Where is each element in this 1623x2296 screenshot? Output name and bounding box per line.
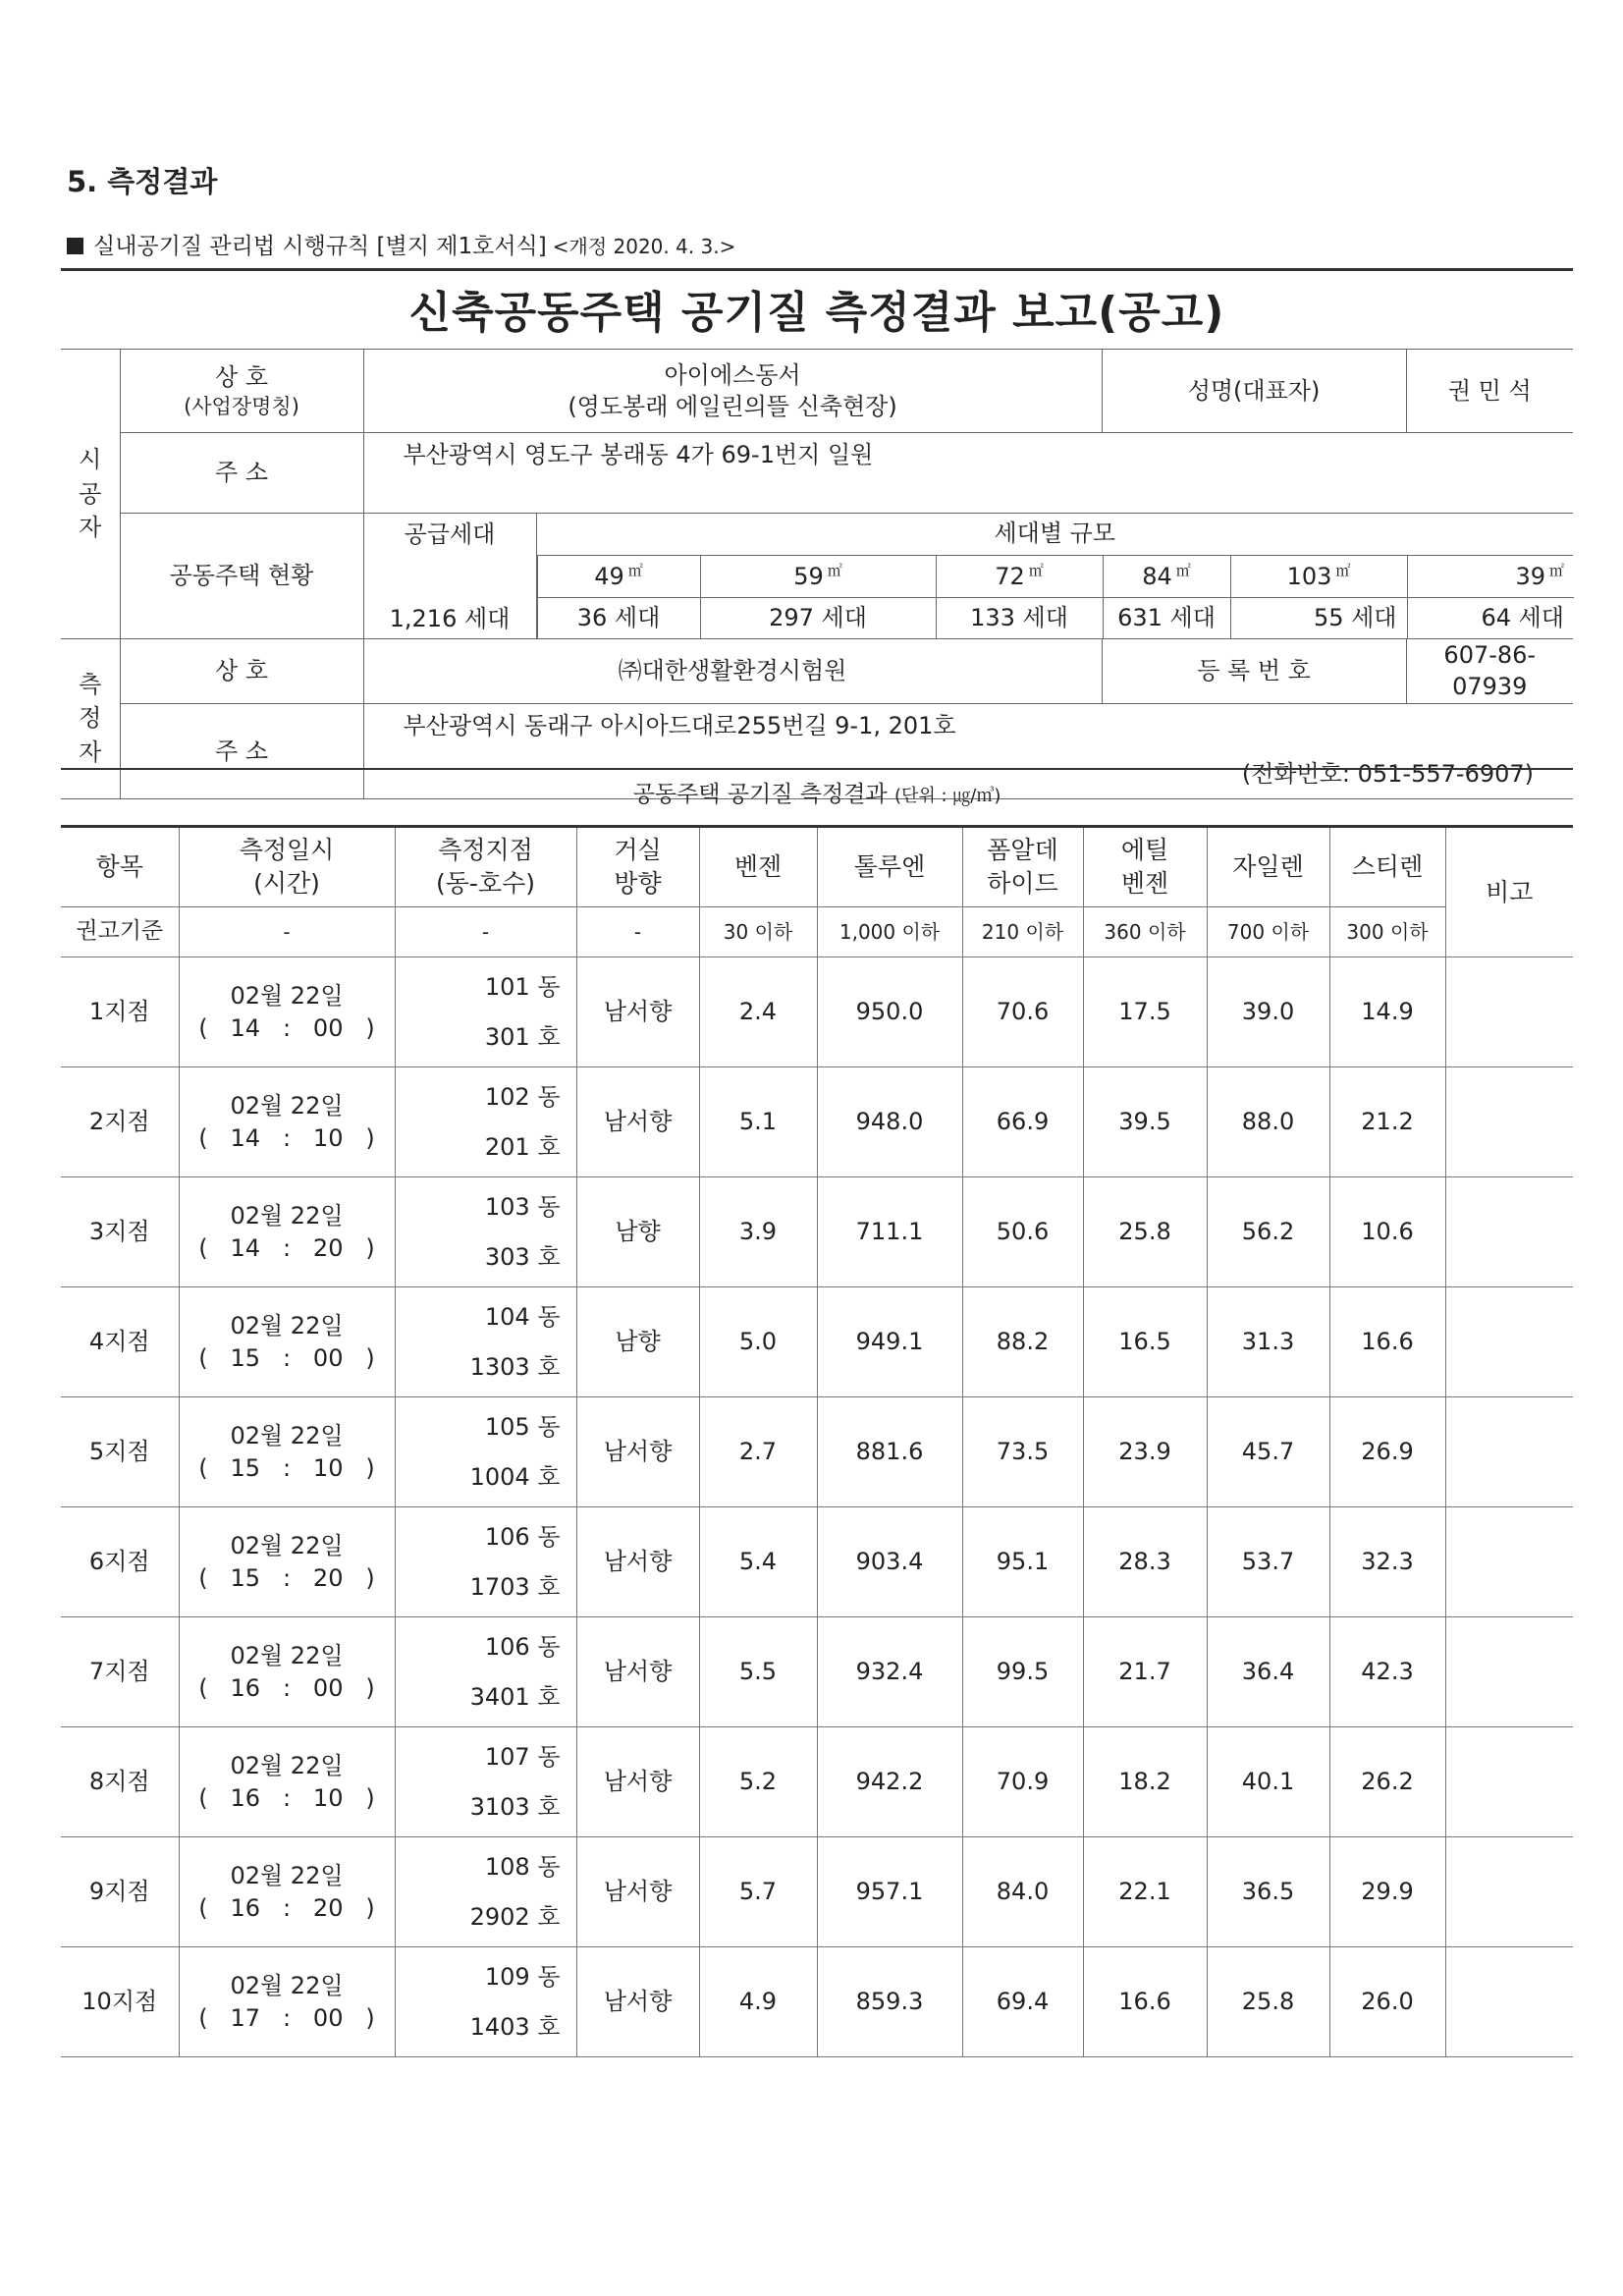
living-room-direction: 남서향 [576, 1727, 699, 1837]
ethylbenzene-value: 17.5 [1083, 957, 1207, 1067]
point-name: 3지점 [61, 1177, 179, 1287]
builder-name: 아이에스동서 (영도봉래 에일린의뜰 신축현장) [363, 350, 1102, 433]
measure-datetime [179, 1397, 395, 1507]
size-households: 631 세대 [1103, 597, 1230, 638]
building-no: 106 동 [484, 1523, 561, 1552]
toluene-value: 903.4 [817, 1507, 962, 1617]
measure-datetime [179, 1067, 395, 1177]
measure-date: 02월 22일 [230, 1532, 344, 1560]
table-row [61, 1947, 1573, 2057]
unit-no: 301 호 [484, 1022, 561, 1051]
header-datetime: 측정일시 (시간) [179, 827, 395, 907]
header-ethylbenzene: 에틸 벤젠 [1083, 827, 1207, 907]
toluene-value: 932.4 [817, 1617, 962, 1727]
standard-styrene: 300 이하 [1329, 907, 1445, 957]
measure-date: 02월 22일 [230, 1642, 344, 1670]
toluene-value: 711.1 [817, 1177, 962, 1287]
remark-value [1445, 1947, 1573, 2057]
formaldehyde-value: 70.9 [962, 1727, 1083, 1837]
unit-no: 1004 호 [469, 1462, 561, 1491]
housing-status-label: 공동주택 현황 [120, 514, 363, 639]
unit-no: 3401 호 [469, 1682, 561, 1711]
measure-location [395, 957, 576, 1067]
remark-value [1445, 1617, 1573, 1727]
standard-benzene: 30 이하 [699, 907, 817, 957]
standard-formaldehyde: 210 이하 [962, 907, 1083, 957]
styrene-value: 10.6 [1329, 1177, 1445, 1287]
xylene-value: 36.4 [1207, 1617, 1329, 1727]
size-area: 39 ㎡ [1407, 556, 1574, 597]
table-row [61, 957, 1573, 1067]
size-area: 72 ㎡ [936, 556, 1103, 597]
remark-value [1445, 957, 1573, 1067]
measurer-name-label: 상 호 [120, 639, 363, 704]
document-title: 신축공동주택 공기질 측정결과 보고(공고) [408, 288, 1225, 338]
size-area: 59 ㎡ [700, 556, 936, 597]
toluene-value: 949.1 [817, 1287, 962, 1397]
measure-time: ( 15 : 00 ) [198, 1343, 375, 1372]
building-no: 108 동 [484, 1853, 561, 1882]
xylene-value: 53.7 [1207, 1507, 1329, 1617]
building-no: 101 동 [484, 973, 561, 1002]
measure-date: 02월 22일 [230, 1202, 344, 1230]
point-name: 8지점 [61, 1727, 179, 1837]
formaldehyde-value: 69.4 [962, 1947, 1083, 2057]
building-no: 104 동 [484, 1303, 561, 1332]
measure-date: 02월 22일 [230, 1972, 344, 2000]
builder-name-label: 상 호 (사업장명칭) [120, 350, 363, 433]
info-table [61, 349, 1573, 799]
table-row [61, 1067, 1573, 1177]
ethylbenzene-value: 23.9 [1083, 1397, 1207, 1507]
size-area: 84 ㎡ [1103, 556, 1230, 597]
unit-no: 1703 호 [469, 1572, 561, 1601]
xylene-value: 36.5 [1207, 1837, 1329, 1947]
measure-time: ( 15 : 10 ) [198, 1453, 375, 1482]
measure-datetime [179, 1287, 395, 1397]
ethylbenzene-value: 16.6 [1083, 1947, 1207, 2057]
divider [61, 268, 1573, 271]
unit-no: 3103 호 [469, 1792, 561, 1821]
measure-location [395, 1837, 576, 1947]
header-formaldehyde: 폼알데 하이드 [962, 827, 1083, 907]
unit-no: 1303 호 [469, 1352, 561, 1381]
benzene-value: 2.7 [699, 1397, 817, 1507]
measure-time: ( 14 : 10 ) [198, 1123, 375, 1152]
unit-no: 1403 호 [469, 2012, 561, 2041]
formaldehyde-value: 99.5 [962, 1617, 1083, 1727]
header-location: 측정지점 (동-호수) [395, 827, 576, 907]
point-name: 7지점 [61, 1617, 179, 1727]
measure-date: 02월 22일 [230, 1752, 344, 1780]
header-remarks: 비고 [1445, 827, 1573, 957]
living-room-direction: 남서향 [576, 1067, 699, 1177]
builder-address-label: 주 소 [120, 433, 363, 514]
toluene-value: 948.0 [817, 1067, 962, 1177]
styrene-value: 42.3 [1329, 1617, 1445, 1727]
living-room-direction: 남서향 [576, 1507, 699, 1617]
form-reference [67, 228, 735, 260]
building-no: 102 동 [484, 1083, 561, 1112]
section-title: 5. 측정결과 [67, 165, 218, 198]
standard-location: - [395, 907, 576, 957]
remark-value [1445, 1507, 1573, 1617]
registration-number: 607-86-07939 [1406, 639, 1573, 704]
ethylbenzene-value: 39.5 [1083, 1067, 1207, 1177]
measure-date: 02월 22일 [230, 1092, 344, 1121]
table-row [61, 1617, 1573, 1727]
results-caption: 공동주택 공기질 측정결과 (단위 : ㎍/㎥) [632, 782, 1001, 807]
toluene-value: 881.6 [817, 1397, 962, 1507]
form-revision: <개정 2020. 4. 3.> [552, 235, 736, 258]
measure-datetime [179, 1947, 395, 2057]
square-bullet-icon [67, 238, 83, 254]
size-households: 36 세대 [537, 597, 700, 638]
representative-name: 권 민 석 [1406, 350, 1573, 433]
building-no: 105 동 [484, 1413, 561, 1442]
remark-value [1445, 1727, 1573, 1837]
xylene-value: 88.0 [1207, 1067, 1329, 1177]
builder-address: 부산광역시 영도구 봉래동 4가 69-1번지 일원 [363, 433, 1573, 514]
remark-value [1445, 1397, 1573, 1507]
ethylbenzene-value: 22.1 [1083, 1837, 1207, 1947]
measurer-phone: (전화번호: 051-557-6907) [1241, 760, 1535, 789]
xylene-value: 56.2 [1207, 1177, 1329, 1287]
measure-time: ( 16 : 00 ) [198, 1673, 375, 1702]
header-item: 항목 [61, 827, 179, 907]
standard-xylene: 700 이하 [1207, 907, 1329, 957]
toluene-value: 950.0 [817, 957, 962, 1067]
measure-location [395, 1727, 576, 1837]
styrene-value: 32.3 [1329, 1507, 1445, 1617]
point-name: 6지점 [61, 1507, 179, 1617]
header-direction: 거실 방향 [576, 827, 699, 907]
standard-toluene: 1,000 이하 [817, 907, 962, 957]
results-table [61, 825, 1573, 2057]
benzene-value: 3.9 [699, 1177, 817, 1287]
results-header-row [61, 827, 1573, 907]
measurer-address-label: 주 소 [120, 703, 363, 798]
styrene-value: 26.2 [1329, 1727, 1445, 1837]
table-row [61, 1177, 1573, 1287]
measure-time: ( 17 : 00 ) [198, 2003, 375, 2032]
size-households: 55 세대 [1230, 597, 1407, 638]
measure-location [395, 1507, 576, 1617]
living-room-direction: 남향 [576, 1287, 699, 1397]
unit-no: 201 호 [484, 1132, 561, 1161]
benzene-value: 5.1 [699, 1067, 817, 1177]
measure-datetime [179, 1727, 395, 1837]
remark-value [1445, 1067, 1573, 1177]
styrene-value: 16.6 [1329, 1287, 1445, 1397]
unit-no: 303 호 [484, 1242, 561, 1271]
header-benzene: 벤젠 [699, 827, 817, 907]
measure-datetime [179, 1507, 395, 1617]
xylene-value: 25.8 [1207, 1947, 1329, 2057]
form-reference-label: 실내공기질 관리법 시행규칙 [별지 제1호서식] [93, 234, 547, 259]
measurer-side-label: 측 정 자 [61, 639, 120, 799]
styrene-value: 21.2 [1329, 1067, 1445, 1177]
benzene-value: 5.4 [699, 1507, 817, 1617]
toluene-value: 957.1 [817, 1837, 962, 1947]
building-no: 103 동 [484, 1193, 561, 1222]
standard-label: 권고기준 [61, 907, 179, 957]
point-name: 5지점 [61, 1397, 179, 1507]
formaldehyde-value: 88.2 [962, 1287, 1083, 1397]
size-households: 64 세대 [1407, 597, 1574, 638]
table-row [61, 1837, 1573, 1947]
formaldehyde-value: 70.6 [962, 957, 1083, 1067]
header-toluene: 톨루엔 [817, 827, 962, 907]
measure-date: 02월 22일 [230, 982, 344, 1011]
formaldehyde-value: 73.5 [962, 1397, 1083, 1507]
measure-time: ( 15 : 20 ) [198, 1563, 375, 1592]
point-name: 2지점 [61, 1067, 179, 1177]
xylene-value: 40.1 [1207, 1727, 1329, 1837]
measurer-address: 부산광역시 동래구 아시아드대로255번길 9-1, 201호 [403, 711, 956, 739]
building-no: 107 동 [484, 1743, 561, 1772]
living-room-direction: 남서향 [576, 1947, 699, 2057]
living-room-direction: 남서향 [576, 957, 699, 1067]
measure-location [395, 1947, 576, 2057]
measure-location [395, 1287, 576, 1397]
measure-location [395, 1067, 576, 1177]
benzene-value: 5.7 [699, 1837, 817, 1947]
standard-datetime: - [179, 907, 395, 957]
measure-datetime [179, 1177, 395, 1287]
size-area: 49 ㎡ [537, 556, 700, 597]
point-name: 4지점 [61, 1287, 179, 1397]
representative-label: 성명(대표자) [1102, 350, 1406, 433]
measure-time: ( 14 : 20 ) [198, 1233, 375, 1262]
measure-date: 02월 22일 [230, 1312, 344, 1340]
supply-value: 1,216 세대 [363, 556, 536, 639]
remark-value [1445, 1837, 1573, 1947]
builder-side-label: 시 공 자 [61, 350, 120, 639]
remark-value [1445, 1177, 1573, 1287]
size-households: 133 세대 [936, 597, 1103, 638]
ethylbenzene-value: 25.8 [1083, 1177, 1207, 1287]
table-row [61, 1727, 1573, 1837]
ethylbenzene-value: 28.3 [1083, 1507, 1207, 1617]
table-row [61, 1507, 1573, 1617]
living-room-direction: 남향 [576, 1177, 699, 1287]
supply-label: 공급세대 [363, 514, 536, 556]
living-room-direction: 남서향 [576, 1397, 699, 1507]
measure-datetime [179, 1617, 395, 1727]
measure-time: ( 16 : 10 ) [198, 1783, 375, 1812]
size-area: 103 ㎡ [1230, 556, 1407, 597]
formaldehyde-value: 50.6 [962, 1177, 1083, 1287]
styrene-value: 14.9 [1329, 957, 1445, 1067]
benzene-value: 4.9 [699, 1947, 817, 2057]
ethylbenzene-value: 16.5 [1083, 1287, 1207, 1397]
xylene-value: 31.3 [1207, 1287, 1329, 1397]
building-no: 106 동 [484, 1633, 561, 1662]
formaldehyde-value: 95.1 [962, 1507, 1083, 1617]
living-room-direction: 남서향 [576, 1617, 699, 1727]
standard-row [61, 907, 1573, 957]
size-households: 297 세대 [700, 597, 936, 638]
measure-datetime [179, 957, 395, 1067]
measure-datetime [179, 1837, 395, 1947]
standard-ethylbenzene: 360 이하 [1083, 907, 1207, 957]
toluene-value: 859.3 [817, 1947, 962, 2057]
scale-label: 세대별 규모 [994, 519, 1116, 547]
xylene-value: 39.0 [1207, 957, 1329, 1067]
toluene-value: 942.2 [817, 1727, 962, 1837]
table-row [61, 1287, 1573, 1397]
registration-label: 등 록 번 호 [1102, 639, 1406, 704]
benzene-value: 5.5 [699, 1617, 817, 1727]
measure-time: ( 16 : 20 ) [198, 1893, 375, 1922]
benzene-value: 5.0 [699, 1287, 817, 1397]
styrene-value: 26.0 [1329, 1947, 1445, 2057]
header-styrene: 스티렌 [1329, 827, 1445, 907]
header-xylene: 자일렌 [1207, 827, 1329, 907]
formaldehyde-value: 84.0 [962, 1837, 1083, 1947]
measure-time: ( 14 : 00 ) [198, 1013, 375, 1042]
remark-value [1445, 1287, 1573, 1397]
measure-date: 02월 22일 [230, 1862, 344, 1890]
ethylbenzene-value: 18.2 [1083, 1727, 1207, 1837]
formaldehyde-value: 66.9 [962, 1067, 1083, 1177]
benzene-value: 5.2 [699, 1727, 817, 1837]
ethylbenzene-value: 21.7 [1083, 1617, 1207, 1727]
unit-no: 2902 호 [469, 1902, 561, 1931]
styrene-value: 26.9 [1329, 1397, 1445, 1507]
living-room-direction: 남서향 [576, 1837, 699, 1947]
building-no: 109 동 [484, 1963, 561, 1992]
measure-date: 02월 22일 [230, 1422, 344, 1450]
measurer-name: ㈜대한생활환경시험원 [363, 639, 1102, 704]
styrene-value: 29.9 [1329, 1837, 1445, 1947]
table-row [61, 1397, 1573, 1507]
standard-direction: - [576, 907, 699, 957]
measure-location [395, 1177, 576, 1287]
xylene-value: 45.7 [1207, 1397, 1329, 1507]
size-grid [537, 556, 1575, 638]
point-name: 1지점 [61, 957, 179, 1067]
measure-location [395, 1397, 576, 1507]
divider [61, 768, 1573, 770]
benzene-value: 2.4 [699, 957, 817, 1067]
measure-location [395, 1617, 576, 1727]
point-name: 9지점 [61, 1837, 179, 1947]
point-name: 10지점 [61, 1947, 179, 2057]
